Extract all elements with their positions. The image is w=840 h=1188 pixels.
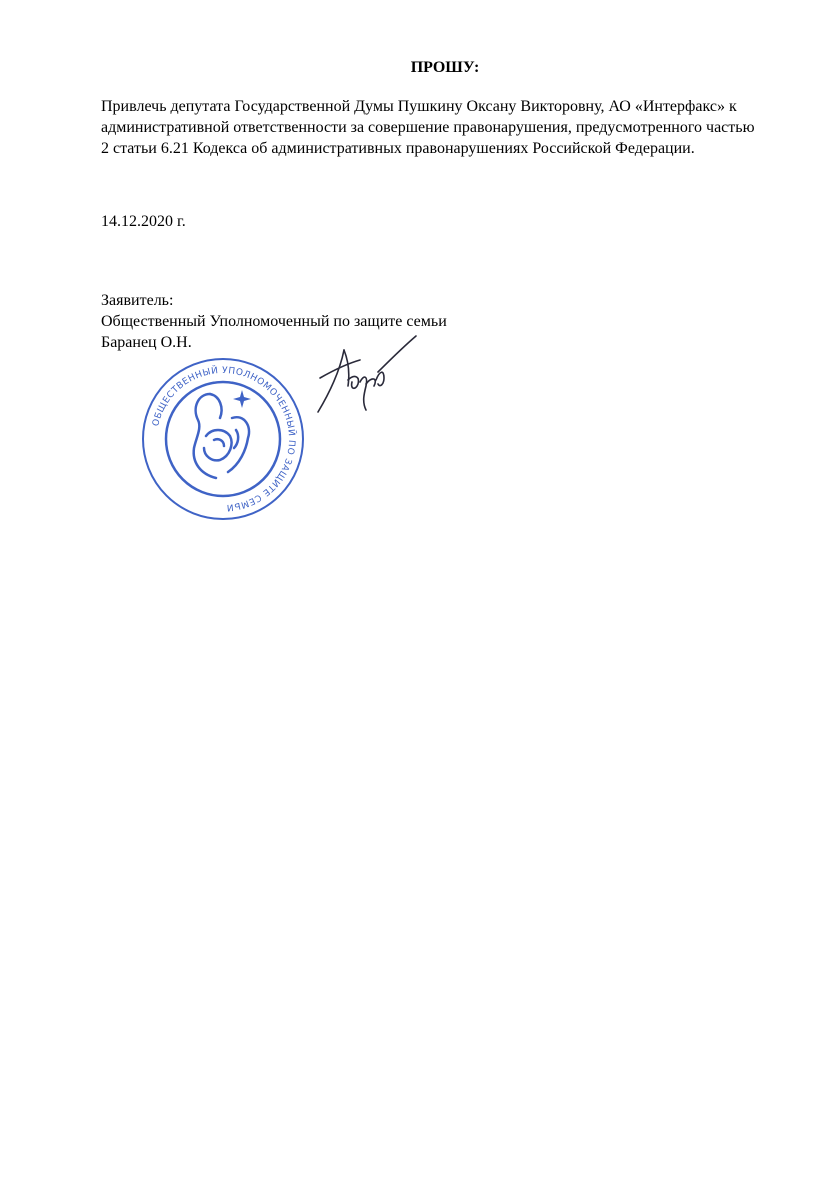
official-stamp — [140, 352, 306, 526]
request-line: 2 статьи 6.21 Кодекса об административных правонарушениях Российской Федерации. — [101, 140, 695, 157]
applicant-label: Заявитель: — [101, 292, 174, 309]
stamp-ring-text: ОБЩЕСТВЕННЫЙ УПОЛНОМОЧЕННЫЙ ПО ЗАЩИТЕ СЕМЬИ — [151, 365, 297, 512]
document-heading: ПРОШУ: — [410, 59, 480, 76]
request-paragraph — [101, 96, 801, 159]
applicant-name: Баранец О.Н. — [101, 334, 192, 351]
request-line: Привлечь депутата Государственной Думы Пушкину Оксану Викторовну, АО «Интерфакс» к — [101, 98, 737, 115]
handwritten-signature — [300, 330, 420, 420]
svg-text:ОБЩЕСТВЕННЫЙ УПОЛНОМОЧЕННЫЙ ПО — [151, 364, 298, 512]
request-line: административной ответственности за совершение правонарушения, предусмотренного частью — [101, 119, 755, 136]
document-date: 14.12.2020 г. — [101, 213, 186, 230]
applicant-title: Общественный Уполномоченный по защите семьи — [101, 313, 447, 330]
